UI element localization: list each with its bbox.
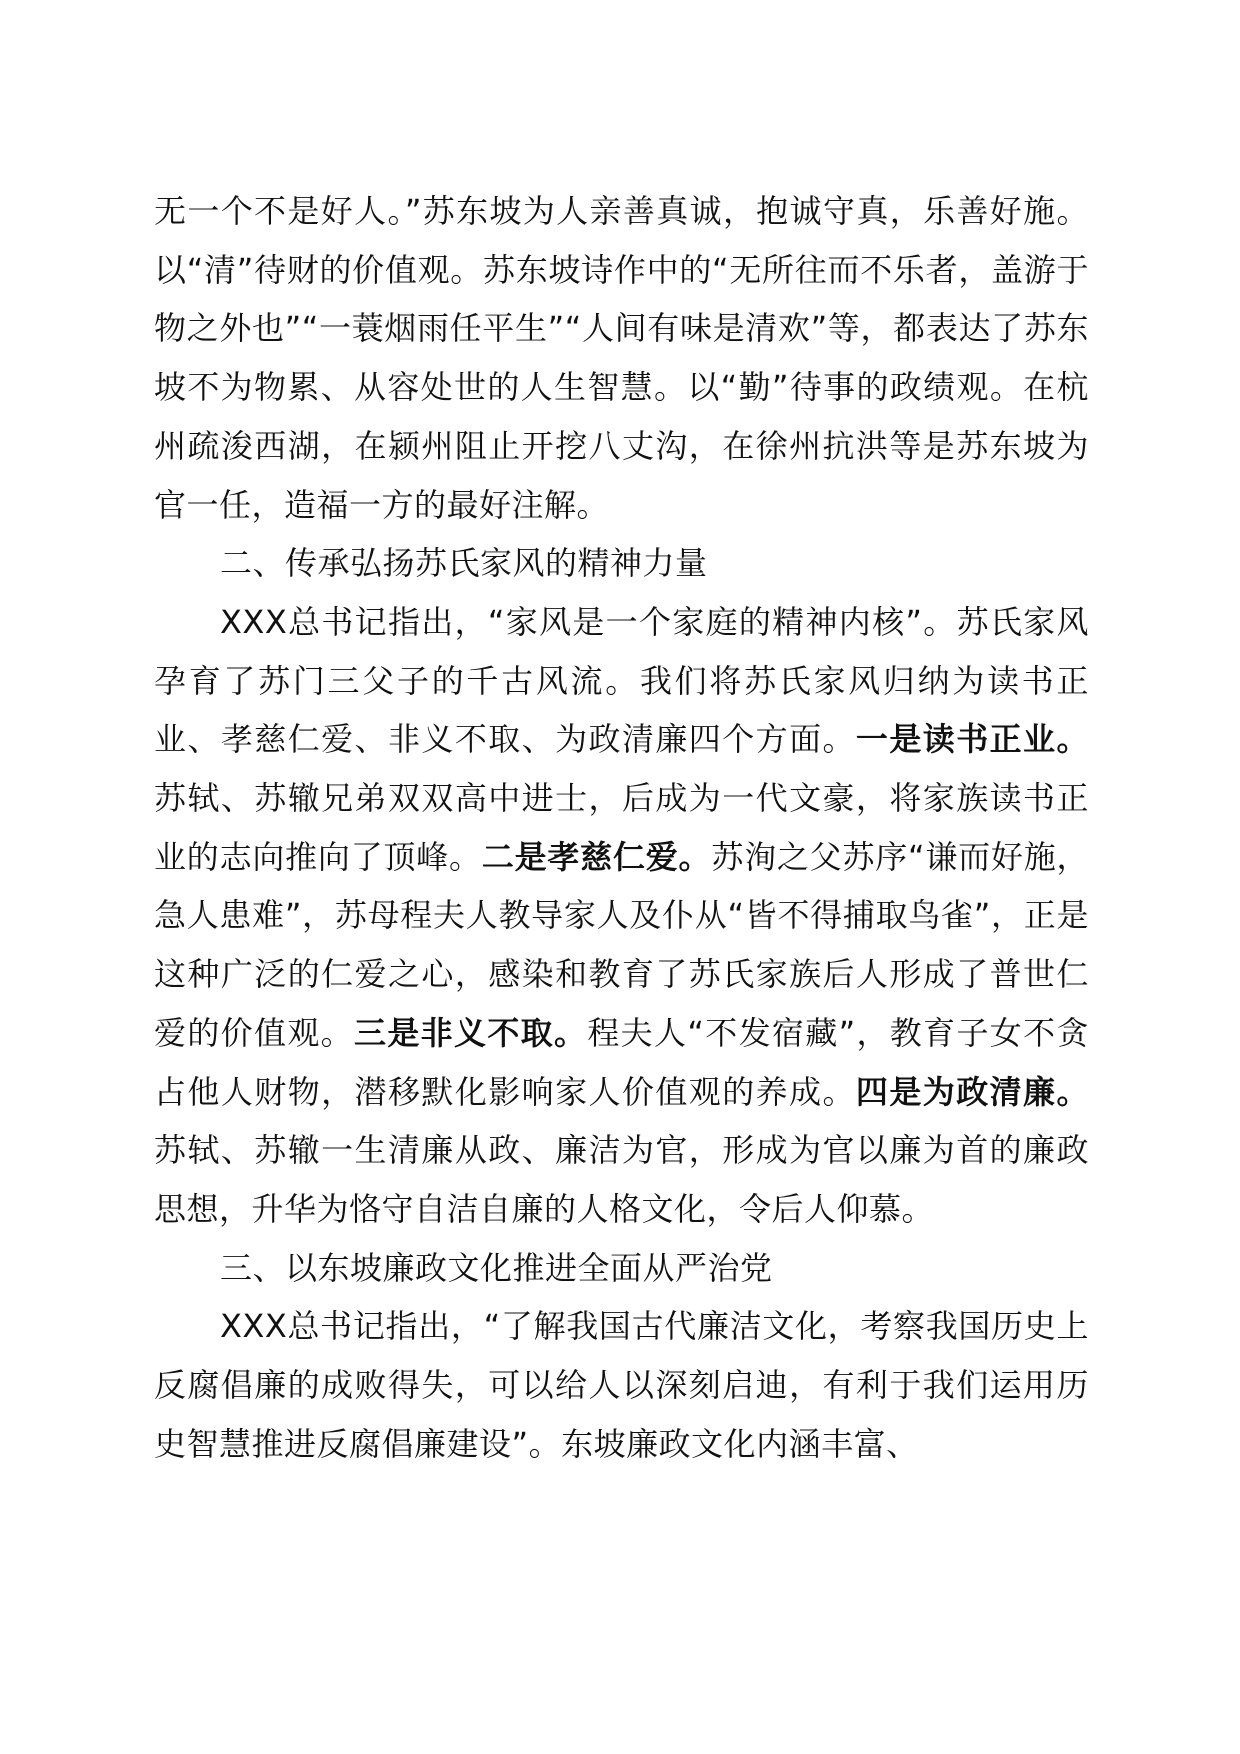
text-run: 苏轼、苏辙兄弟双双高中进士，后成为一代文豪，将家族读书正业的志向推向了顶峰。 xyxy=(154,779,1089,876)
paragraph-history-lessons xyxy=(154,1297,1089,1473)
text-run: XXX总书记指出，“了解我国古代廉洁文化，考察我国历史上反腐倡廉的成败得失，可以给人以深刻启迪，有利于我们运用历史智慧推进反腐倡廉建设”。东坡廉政文化内涵丰富、 xyxy=(154,1307,1089,1463)
text-run: 无一个不是好人。”苏东坡为人亲善真诚，抱诚守真，乐善好施。以“清”待财的价值观。苏东坡诗作中的“无所往而不乐者，盖游于物之外也”“一蓑烟雨任平生”“人间有味是清欢”等，都表达了苏东坡不为物累、从容处世的人生智慧。以“勤”待事的政绩观。在杭州疏浚西湖，在颍州阻止开挖八丈沟，在徐州抗洪等是苏东坡为官一任，造福一方的最好注解。 xyxy=(154,192,1089,524)
section-heading-3 xyxy=(154,1239,1089,1298)
bold-point-2: 二是孝慈仁爱。 xyxy=(481,837,712,876)
text-run: XXX总书记指出，“家风是一个家庭的精神内核”。苏氏家风孕育了苏门三父子的千古风流。我们将苏氏家风归纳为读书正业、孝慈仁爱、非义不取、为政清廉四个方面。 xyxy=(154,602,1089,759)
section-heading-2 xyxy=(154,534,1089,593)
text-run: 苏洵之父苏序“谦而好施，急人患难”，苏母程夫人教导家人及仆从“皆不得捕取鸟雀”，正是这种广泛的仁爱之心，感染和教育了苏氏家族后人形成了普世仁爱的价值观。 xyxy=(154,837,1089,1052)
text-run: 苏轼、苏辙一生清廉从政、廉洁为官，形成为官以廉为首的廉政思想，升华为恪守自洁自廉的人格文化，令后人仰慕。 xyxy=(154,1131,1089,1228)
bold-point-3: 三是非义不取。 xyxy=(354,1013,588,1052)
heading-text: 二、传承弘扬苏氏家风的精神力量 xyxy=(220,544,708,583)
paragraph-family-tradition xyxy=(154,593,1089,1239)
paragraph-continued xyxy=(154,182,1089,534)
bold-point-1: 一是读书正业。 xyxy=(855,720,1089,759)
heading-text: 三、以东坡廉政文化推进全面从严治党 xyxy=(220,1248,773,1287)
bold-point-4: 四是为政清廉。 xyxy=(855,1072,1089,1111)
document-body xyxy=(154,182,1089,1473)
text-run: 程夫人“不发宿藏”，教育子女不贪占他人财物，潜移默化影响家人价值观的养成。 xyxy=(154,1013,1089,1111)
